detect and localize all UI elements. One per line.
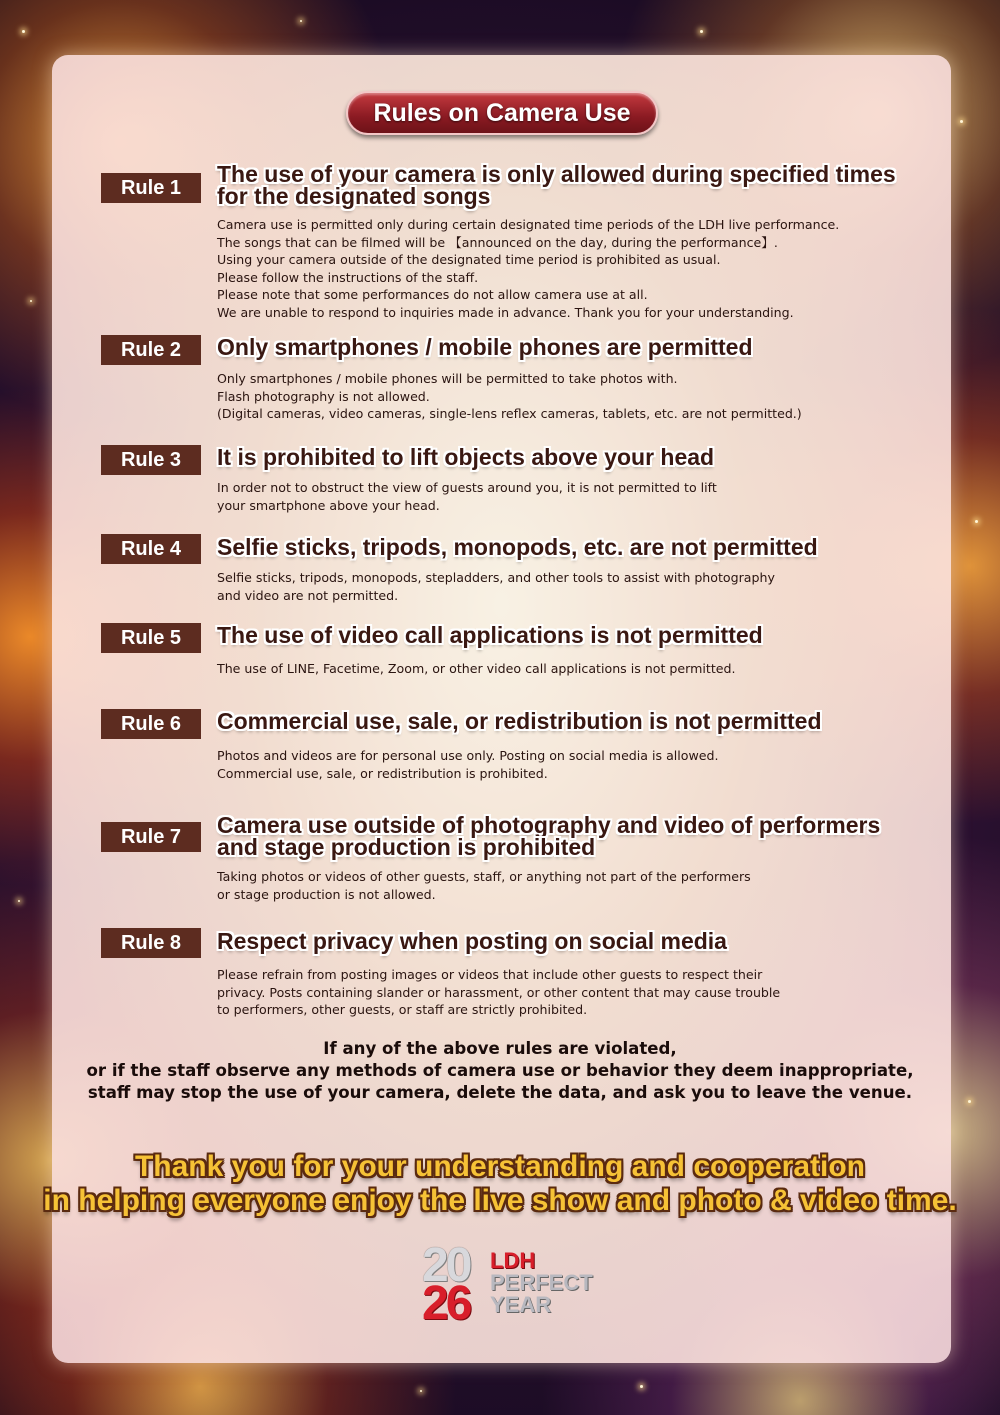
warning-line: or if the staff observe any methods of camera use or behavior they deem inappropriate, [86,1061,914,1080]
rule-5-heading [217,624,897,646]
rule-2-text: (Digital cameras, video cameras, single-lens reflex cameras, tablets, etc. are not permitted.) [217,406,802,422]
logo-text-ldh: LDH [490,1248,536,1273]
rule-7-heading-line: Camera use outside of photography and video of performers [217,812,881,838]
sparkle [968,1100,971,1103]
sparkle [22,30,25,33]
rule-2-heading-line: Only smartphones / mobile phones are permitted [217,334,753,360]
rule-8-heading-line: Respect privacy when posting on social media [217,928,727,954]
sparkle [18,900,20,902]
rule-5-tag: Rule 5 [101,623,201,653]
rule-7-tag: Rule 7 [101,822,201,852]
rule-1-text: The songs that can be filmed will be 【announced on the day, during the performance】. [217,234,778,250]
rule-8-tag: Rule 8 [101,928,201,958]
rule-8-text: to performers, other guests, or staff are strictly prohibited. [217,1002,588,1018]
rule-2-heading [217,336,897,358]
sparkle [640,1385,643,1388]
rule-8-body [217,966,917,1019]
rule-3-heading [217,446,897,468]
rule-5-text: The use of LINE, Facetime, Zoom, or other video call applications is not permitted. [217,661,736,676]
rule-3-text: your smartphone above your head. [217,497,440,513]
thanks-message [40,1150,960,1218]
sparkle [700,30,703,33]
page-title: Rules on Camera Use [346,91,658,135]
rule-1-heading [217,163,897,207]
warning-line: If any of the above rules are violated, [323,1039,677,1058]
logo-text-year: YEAR [490,1292,552,1317]
rule-2-tag: Rule 2 [101,335,201,365]
rule-1-heading-line: for the designated songs [217,183,491,209]
rule-1-body [217,216,917,322]
logo-year-bottom: 26 [422,1277,470,1330]
rule-2-text: Only smartphones / mobile phones will be permitted to take photos with. [217,371,678,386]
sparkle [975,520,978,523]
thanks-line: in helping everyone enjoy the live show and photo & video time. [43,1184,957,1217]
rule-6-heading-line: Commercial use, sale, or redistribution is not permitted [217,708,822,734]
rule-1-text: We are unable to respond to inquiries made in advance. Thank you for your understanding. [217,304,794,320]
rule-1-tag: Rule 1 [101,173,201,203]
rule-1-text: Camera use is permitted only during certain designated time periods of the LDH live performance. [217,217,840,232]
rule-1-text: Using your camera outside of the designated time period is prohibited as usual. [217,252,721,268]
rule-3-heading-line: It is prohibited to lift objects above your head [217,444,715,470]
sparkle [300,20,302,22]
rule-6-heading [217,710,897,732]
sparkle [960,120,963,123]
rule-6-tag: Rule 6 [101,709,201,739]
rule-3-body [217,479,917,514]
rule-1-text: Please note that some performances do not allow camera use at all. [217,287,648,303]
rule-4-text: Selfie sticks, tripods, monopods, stepladders, and other tools to assist with photography [217,570,775,585]
rule-4-heading-line: Selfie sticks, tripods, monopods, etc. are not permitted [217,534,818,560]
rule-4-tag: Rule 4 [101,534,201,564]
sparkle [420,1390,422,1392]
rule-8-heading [217,930,897,952]
rule-2-text: Flash photography is not allowed. [217,388,430,404]
rule-3-tag: Rule 3 [101,445,201,475]
rule-5-body [217,660,917,678]
logo-text-perfect: PERFECT [490,1270,593,1295]
rule-4-heading [217,536,897,558]
rule-4-body [217,569,917,604]
warning-line: staff may stop the use of your camera, delete the data, and ask you to leave the venue. [87,1083,913,1102]
rule-7-heading [217,814,897,858]
rule-4-text: and video are not permitted. [217,587,399,603]
rule-8-text: privacy. Posts containing slander or harassment, or other content that may cause trouble [217,984,781,1000]
violation-warning [60,1038,940,1104]
ldh-perfect-year-logo [418,1239,608,1330]
logo-year-top: 20 [422,1239,470,1292]
rule-1-text: Please follow the instructions of the staff. [217,269,479,285]
rule-2-body [217,370,917,423]
rule-6-text: Photos and videos are for personal use only. Posting on social media is allowed. [217,748,719,763]
rule-7-heading-line: and stage production is prohibited [217,834,596,860]
rule-6-body [217,747,917,782]
sparkle [30,300,32,302]
rule-3-text: In order not to obstruct the view of guests around you, it is not permitted to lift [217,480,717,495]
rule-1-heading-line: The use of your camera is only allowed during specified times [217,161,896,187]
rule-7-text: or stage production is not allowed. [217,886,436,902]
rule-7-body [217,868,917,903]
thanks-line: Thank you for your understanding and cooperation [134,1150,866,1183]
rule-8-text: Please refrain from posting images or videos that include other guests to respect their [217,967,763,982]
rule-7-text: Taking photos or videos of other guests, staff, or anything not part of the performers [217,869,751,884]
rule-6-text: Commercial use, sale, or redistribution is prohibited. [217,765,548,781]
rule-5-heading-line: The use of video call applications is not permitted [217,622,763,648]
